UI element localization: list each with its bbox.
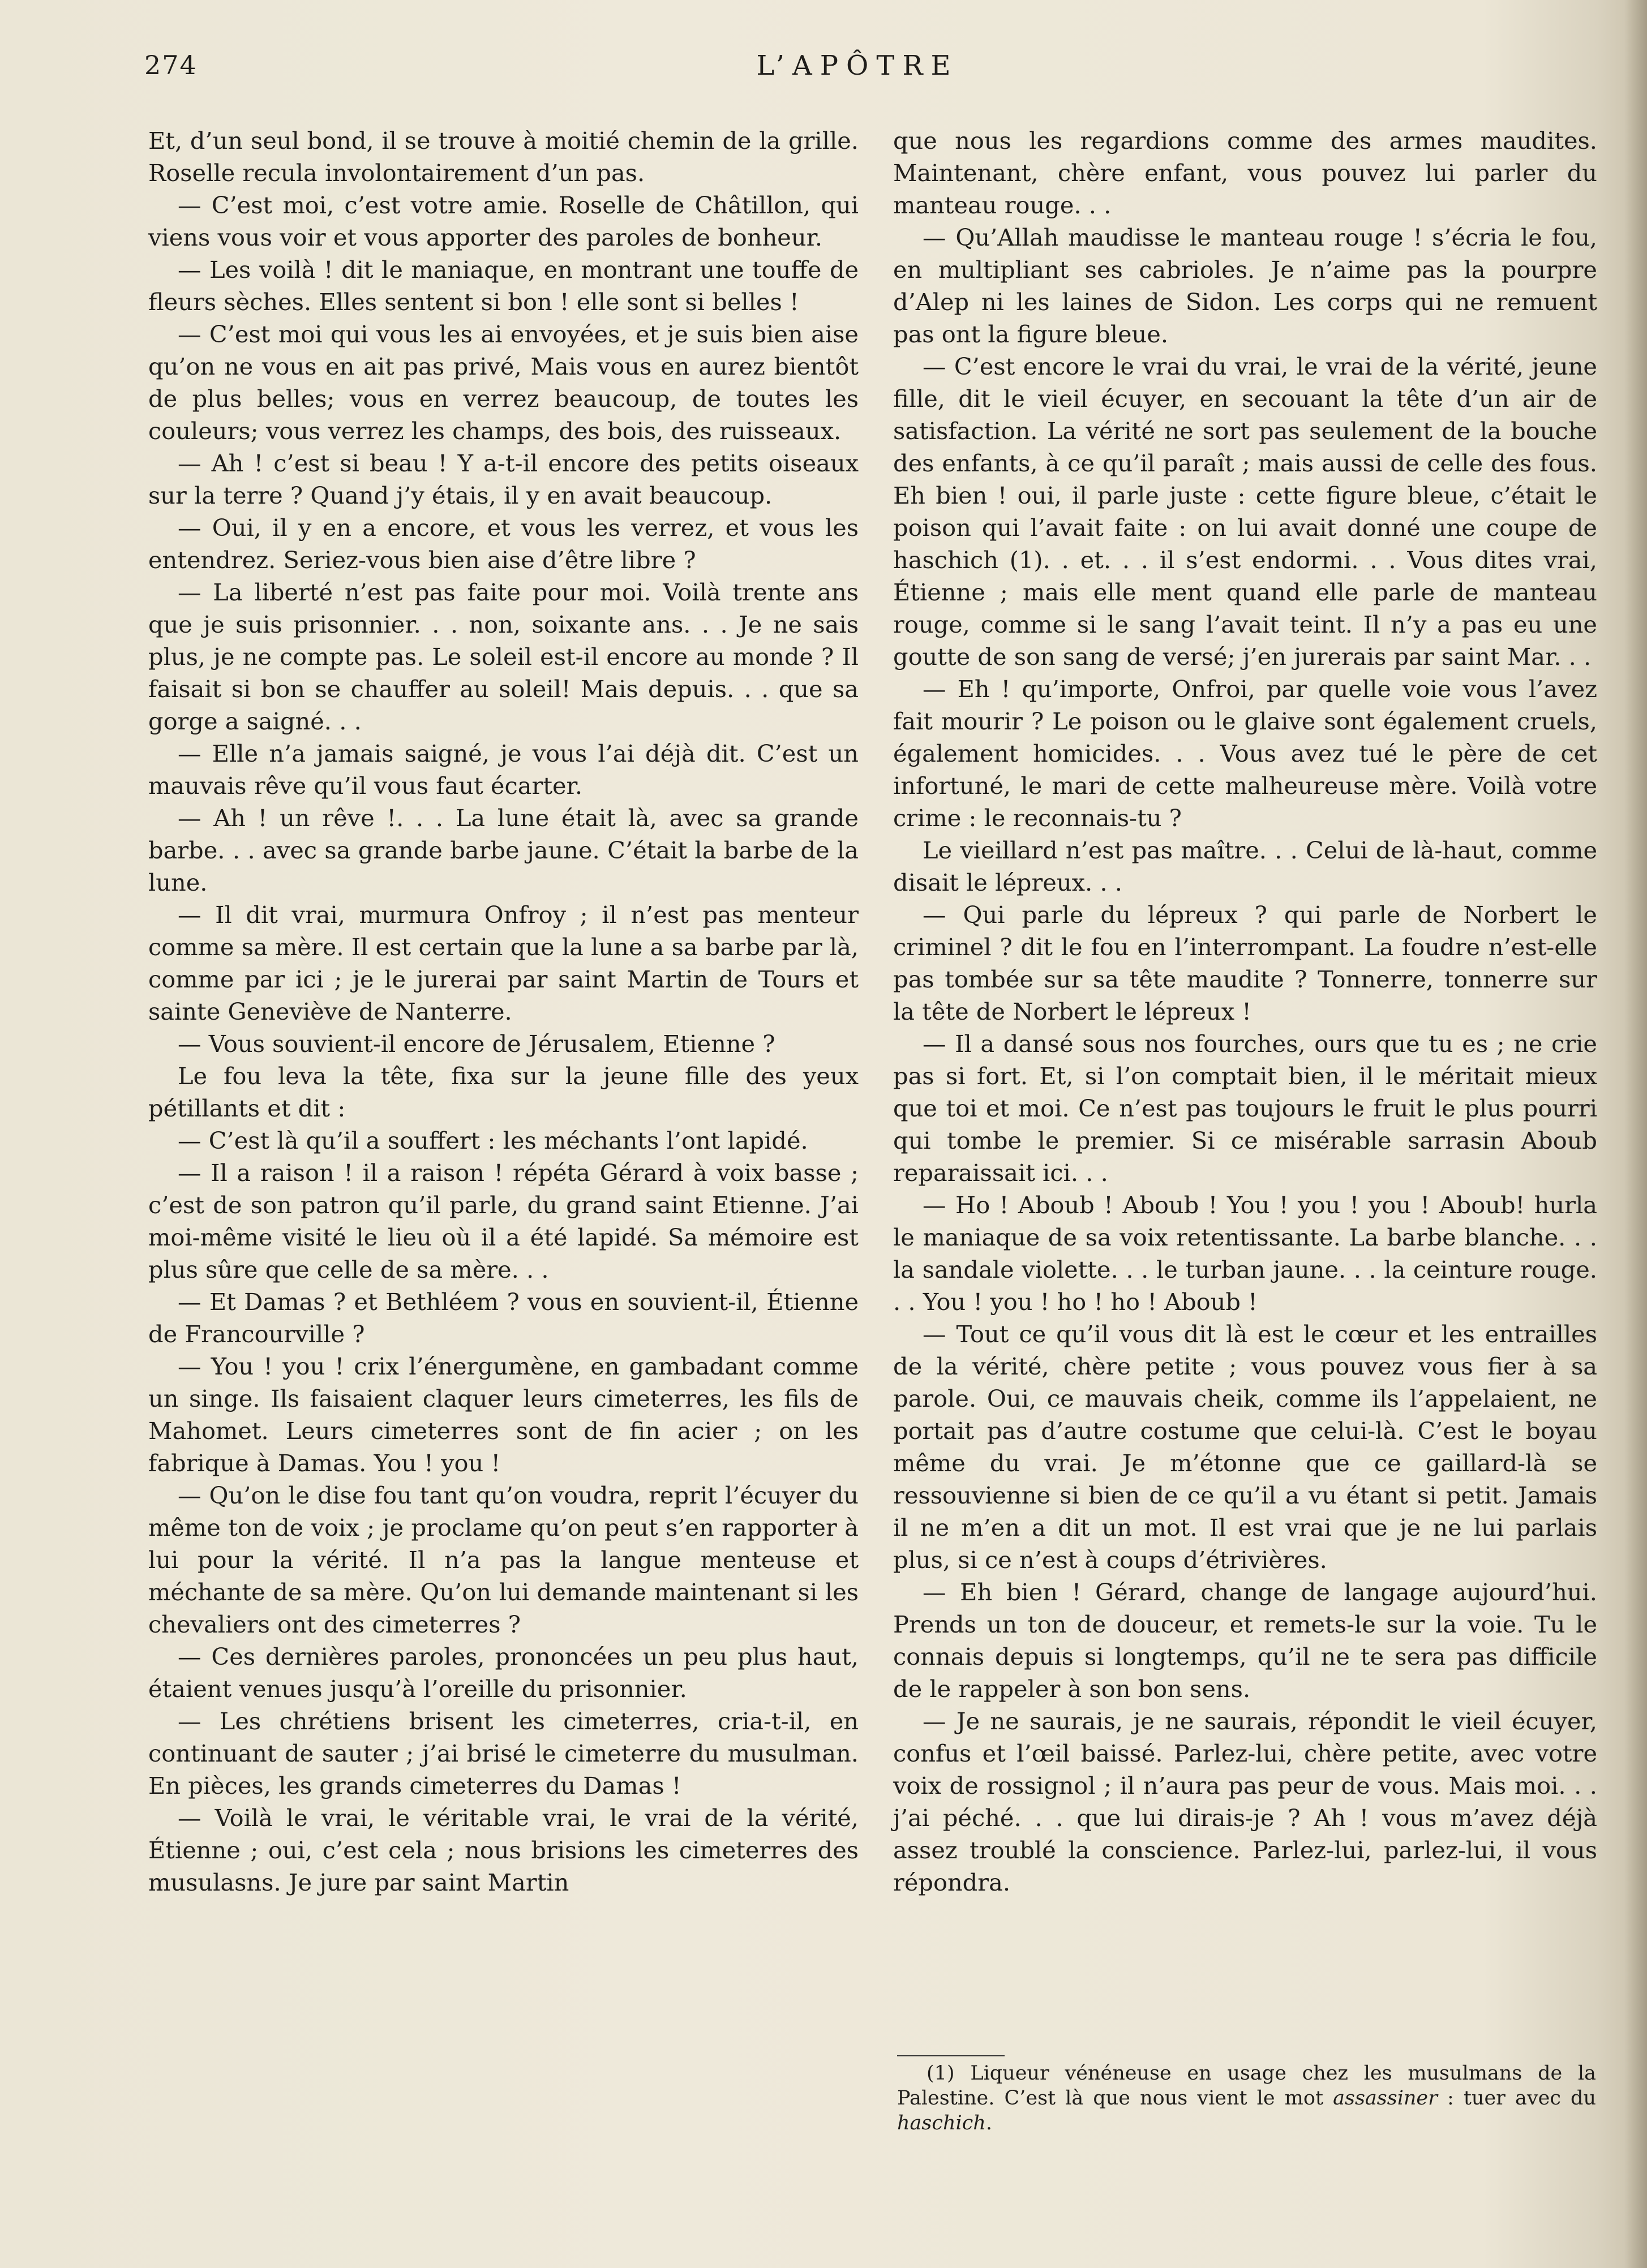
footnote-text-middle: : tuer avec du [1437,2087,1596,2110]
paragraph: — Je ne saurais, je ne saurais, répondit le vieil écuyer, confus et l’œil baissé. Parlez-lui, chère petite, avec votre voix de rossignol ; il n’aura pas peur de vous. Mais moi. . . j’ai péché. . . que lui dirais-je ? Ah ! vous m’avez déjà assez troublé la conscience. Parlez-lui, parlez-lui, il vous répondra. [893,1707,1597,1896]
footnote [897,2061,1596,2136]
page-edge-shadow [1624,0,1647,2268]
paragraph: — Les voilà ! dit le maniaque, en montrant une touffe de fleurs sèches. Elles sentent si bon ! elle sont si belles ! [148,256,859,316]
footnote-text [897,2061,1596,2136]
paragraph: Le fou leva la tête, fixa sur la jeune fille des yeux pétillants et dit : [148,1062,859,1122]
footnote-rule [897,2055,1005,2056]
footnote-text-before: (1) Liqueur vénéneuse en usage chez les musulmans de la Palestine. C’est là que nous vient le mot [897,2062,1596,2110]
paragraph: — Ah ! c’est si beau ! Y a-t-il encore des petits oiseaux sur la terre ? Quand j’y étais, il y en avait beaucoup. [148,449,859,509]
footnote-italic-haschich: haschich [897,2112,986,2134]
paragraph: Le vieillard n’est pas maître. . . Celui de là-haut, comme disait le lépreux. . . [893,836,1597,896]
paragraph: — Qui parle du lépreux ? qui parle de Norbert le criminel ? dit le fou en l’interrompant. La foudre n’est-elle pas tombée sur sa tête maudite ? Tonnerre, tonnerre sur la tête de Norbert le lépreux ! [893,901,1597,1025]
paragraph: — Qu’Allah maudisse le manteau rouge ! s’écria le fou, en multipliant ses cabrioles. Je n’aime pas la pourpre d’Alep ni les laines de Sidon. Les corps qui ne remuent pas ont la figure bleue. [893,224,1597,348]
paragraph: — Eh bien ! Gérard, change de langage aujourd’hui. Prends un ton de douceur, et remets-le sur la voie. Tu le connais depuis si longtemps, qu’il ne te sera pas difficile de le rappeler à son bon sens. [893,1578,1597,1703]
paragraph: — Ho ! Aboub ! Aboub ! You ! you ! you ! Aboub! hurla le maniaque de sa voix retentissante. La barbe blanche. . . la sandale violette. . . le turban jaune. . . la ceinture rouge. . . You ! you ! ho ! ho ! Aboub ! [893,1191,1597,1316]
paragraph: Et, d’un seul bond, il se trouve à moitié chemin de la grille. Roselle recula involontairement d’un pas. [148,127,859,187]
running-title: L’APÔTRE [756,50,959,81]
footnote-text-after: . [985,2112,992,2134]
paragraph: — Il a raison ! il a raison ! répéta Gérard à voix basse ; c’est de son patron qu’il parle, du grand saint Etienne. J’ai moi-même visité le lieu où il a été lapidé. Sa mémoire est plus sûre que celle de sa mère. . . [148,1159,859,1283]
paragraph: — Les chrétiens brisent les cimeterres, cria-t-il, en continuant de sauter ; j’ai brisé le cimeterre du musulman. En pièces, les grands cimeterres du Damas ! [148,1707,859,1799]
paragraph: — Ces dernières paroles, prononcées un peu plus haut, étaient venues jusqu’à l’oreille du prisonnier. [148,1643,859,1703]
right-column [893,124,1597,1898]
paragraph: — Vous souvient-il encore de Jérusalem, Etienne ? [178,1030,775,1058]
paragraph: — Oui, il y en a encore, et vous les verrez, et vous les entendrez. Seriez-vous bien aise d’être libre ? [148,514,859,574]
paragraph: — You ! you ! crix l’énergumène, en gambadant comme un singe. Ils faisaient claquer leurs cimeterres, les fils de Mahomet. Leurs cimeterres sont de fin acier ; on les fabrique à Damas. You ! you ! [148,1352,859,1477]
page-header [144,50,1571,89]
paragraph: — Et Damas ? et Bethléem ? vous en souvient-il, Étienne de Francourville ? [148,1288,859,1348]
paragraph: — Il dit vrai, murmura Onfroy ; il n’est pas menteur comme sa mère. Il est certain que la lune a sa barbe par là, comme par ici ; je le jurerai par saint Martin de Tours et sainte Geneviève de Nanterre. [148,901,859,1025]
paragraph: — Tout ce qu’il vous dit là est le cœur et les entrailles de la vérité, chère petite ; vous pouvez vous fier à sa parole. Oui, ce mauvais cheik, comme ils l’appelaient, ne portait pas d’autre costume que celui-là. C’est le boyau même du vrai. Je m’étonne que ce gaillard-là se ressouvienne si bien de ce qu’il a vu étant si petit. Jamais il ne m’en a dit un mot. Il est vrai que je ne lui parlais plus, si ce n’est à coups d’étrivières. [893,1320,1597,1574]
paragraph: que nous les regardions comme des armes maudites. Maintenant, chère enfant, vous pouvez lui parler du manteau rouge. . . [893,127,1597,219]
paragraph: — Voilà le vrai, le véritable vrai, le vrai de la vérité, Étienne ; oui, c’est cela ; nous brisions les cimeterres des musulasns. Je jure par saint Martin [148,1804,859,1896]
paragraph: — Qu’on le dise fou tant qu’on voudra, reprit l’écuyer du même ton de voix ; je proclame qu’on peut s’en rapporter à lui pour la vérité. Il n’a pas la langue menteuse et méchante de sa mère. Qu’on lui demande maintenant si les chevaliers ont des cimeterres ? [148,1481,859,1638]
paragraph: — Il a dansé sous nos fourches, ours que tu es ; ne crie pas si fort. Et, si l’on comptait bien, il le méritait mieux que toi et moi. Ce n’est pas toujours le fruit le plus pourri qui tombe le premier. Si ce misérable sarrasin Aboub reparaissait ici. . . [893,1030,1597,1187]
paragraph: — C’est moi, c’est votre amie. Roselle de Châtillon, qui viens vous voir et vous apporter des paroles de bonheur. [148,191,859,251]
paragraph: — Eh ! qu’importe, Onfroi, par quelle voie vous l’avez fait mourir ? Le poison ou le glaive sont également cruels, également homicides. . . Vous avez tué le père de cet infortuné, le mari de cette malheureuse mère. Voilà votre crime : le reconnais-tu ? [893,675,1597,832]
paragraph: — Ah ! un rêve !. . . La lune était là, avec sa grande barbe. . . avec sa grande barbe jaune. C’était la barbe de la lune. [148,804,859,896]
paragraph: — La liberté n’est pas faite pour moi. Voilà trente ans que je suis prisonnier. . . non, soixante ans. . . Je ne sais plus, je ne compte pas. Le soleil est-il encore au monde ? Il faisait si bon se chauffer au soleil! Mais depuis. . . que sa gorge a saigné. . . [148,578,859,735]
paragraph: — C’est moi qui vous les ai envoyées, et je suis bien aise qu’on ne vous en ait pas privé, Mais vous en aurez bientôt de plus belles; vous en verrez beaucoup, de toutes les couleurs; vous verrez les champs, des bois, des ruisseaux. [148,320,859,445]
page-number: 274 [144,50,198,80]
paragraph: — C’est là qu’il a souffert : les méchants l’ont lapidé. [178,1127,808,1154]
paragraph: — C’est encore le vrai du vrai, le vrai de la vérité, jeune fille, dit le vieil écuyer, en secouant la tête d’un air de satisfaction. La vérité ne sort pas seulement de la bouche des enfants, à ce qu’il paraît ; mais aussi de celle des fous. Eh bien ! oui, il parle juste : cette figure bleue, c’était le poison qui l’avait faite : on lui avait donné une coupe de haschich (1). . et. . . il s’est endormi. . . Vous dites vrai, Étienne ; mais elle ment quand elle parle de manteau rouge, comme si le sang l’avait teint. Il n’y a pas eu une goutte de son sang de versé; j’en jurerais par saint Mar. . . [893,353,1597,671]
footnote-italic-assassiner: assassiner [1333,2087,1438,2110]
left-column [148,124,859,1898]
paragraph: — Elle n’a jamais saigné, je vous l’ai déjà dit. C’est un mauvais rêve qu’il vous faut écarter. [148,740,859,800]
